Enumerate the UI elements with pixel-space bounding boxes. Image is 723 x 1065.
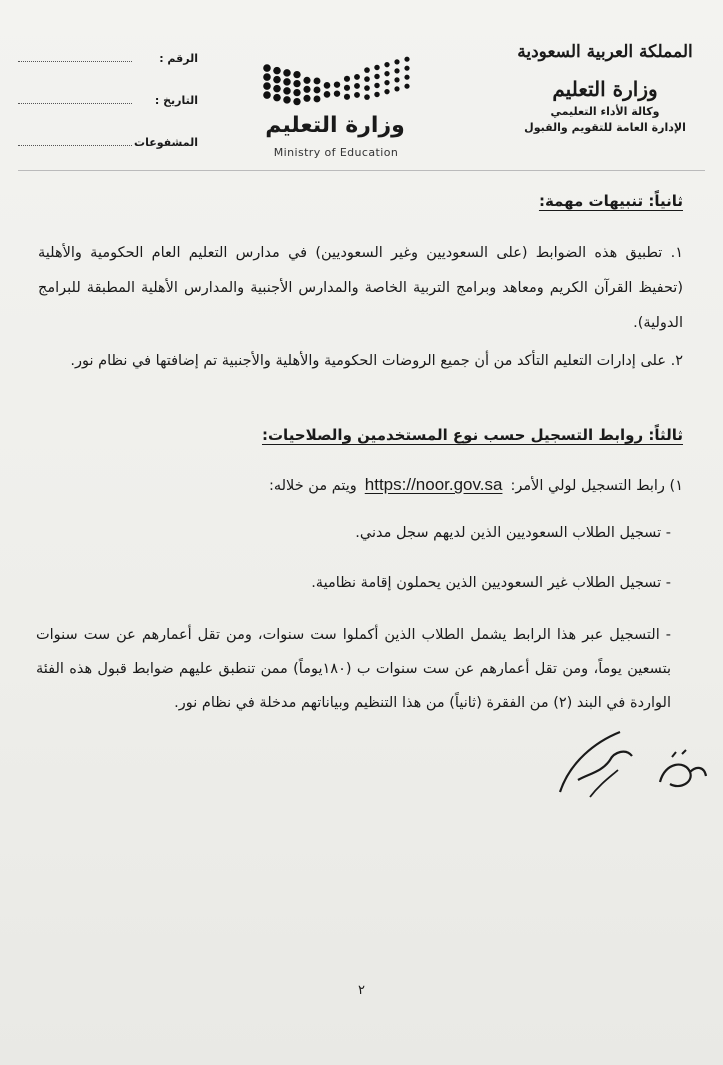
date-field [18, 94, 198, 116]
attachments-label: المشفوعات [134, 136, 198, 149]
attachments-field [18, 136, 198, 158]
bullet-age-registration: - التسجيل عبر هذا الرابط يشمل الطلاب الذين أكملوا ست سنوات، ومن تقل أعمارهم عن ست سنوات بتسعين يوماً، ومن تقل أعمارهم عن ست سنوات ب (١٨٠يوماً) ممن تنطبق عليهم ضوابط قبول هذه الفئة الواردة في البند (٢) من الفقرة (ثانياً) من هذا التنظيم وبياناتهم مدخلة في نظام نور. [36, 627, 671, 711]
section3-item1 [269, 475, 683, 495]
date-dotted-line [18, 103, 132, 104]
bullet-non-saudi-students: - تسجيل الطلاب غير السعوديين الذين يحملون إقامة نظامية. [311, 575, 671, 591]
bullet-saudi-students: - تسجيل الطلاب السعوديين الذين لديهم سجل مدني. [355, 525, 671, 541]
section2-item2: ٢. على إدارات التعليم التأكد من أن جميع الروضات الحكومية والأهلية والأجنبية تم إضافتها في نظام نور. [70, 353, 683, 369]
noor-link[interactable]: https://noor.gov.sa [364, 475, 503, 494]
agency-name: وكالة الأداء التعليمي [550, 105, 660, 118]
number-field [18, 52, 198, 74]
ministry-logo [255, 42, 415, 162]
handwritten-signature [540, 722, 710, 812]
date-label: التاريخ : [154, 94, 198, 107]
logo-arabic-text: وزارة التعليم [265, 113, 405, 138]
header-divider [18, 170, 705, 171]
header-left-fields [18, 52, 198, 178]
attachments-dotted-line [18, 145, 132, 146]
department-name: الإدارة العامة للتقويم والقبول [524, 121, 686, 134]
item1-suffix: ويتم من خلاله: [268, 478, 357, 494]
number-label: الرقم : [159, 52, 198, 65]
number-dotted-line [18, 61, 132, 62]
ministry-name: وزارة التعليم [552, 77, 658, 101]
header-right-block [505, 40, 705, 136]
item1-prefix: ١) رابط التسجيل لولي الأمر: [510, 478, 683, 494]
section2-heading: ثانياً: تنبيهات مهمة: [538, 192, 683, 210]
section3-heading: ثالثاً: روابط التسجيل حسب نوع المستخدمين والصلاحيات: [261, 426, 683, 444]
page-number: ٢ [358, 983, 365, 998]
kingdom-name: المملكة العربية السعودية [517, 42, 693, 62]
logo-english-text: Ministry of Education [273, 146, 399, 159]
section2-item1: ١. تطبيق هذه الضوابط (على السعوديين وغير السعوديين) في مدارس التعليم العام الحكومية والأهلية (تحفيظ القرآن الكريم ومعاهد وبرامج التربية الخاصة والمدارس الأجنبية والمدارس الأهلية المطبقة للبرامج الدولية). [38, 245, 683, 331]
